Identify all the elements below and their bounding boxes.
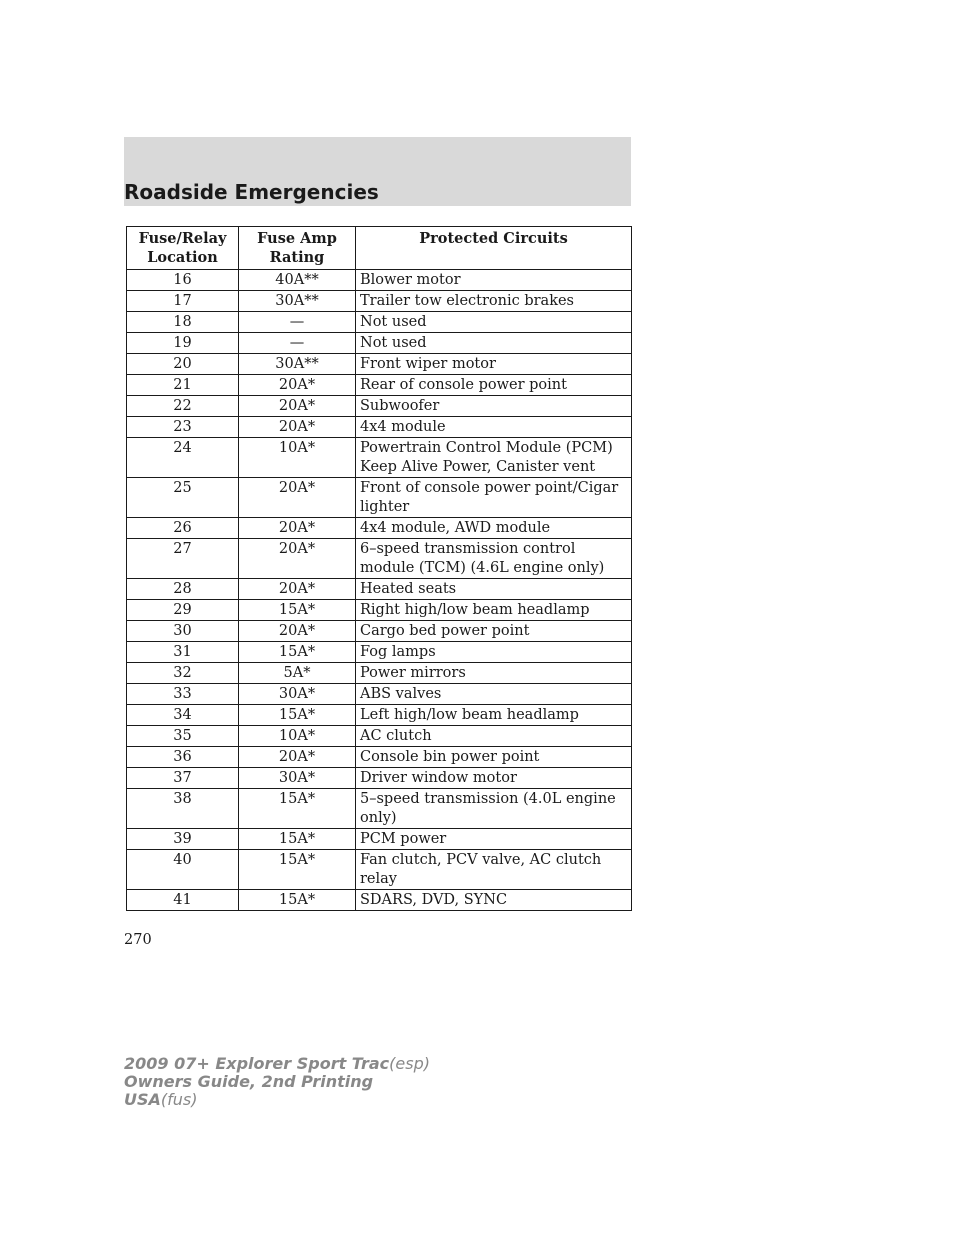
fuse-location-cell: 37 [127, 768, 239, 789]
header-circuits: Protected Circuits [356, 227, 632, 270]
fuse-location-cell: 21 [127, 375, 239, 396]
fuse-location-cell: 16 [127, 270, 239, 291]
fuse-location-cell: 29 [127, 600, 239, 621]
fuse-amp-cell: 15A* [239, 850, 356, 890]
fuse-location-cell: 36 [127, 747, 239, 768]
protected-circuits-cell: Rear of console power point [356, 375, 632, 396]
fuse-location-cell: 26 [127, 518, 239, 539]
header-amp [239, 227, 356, 270]
table-row [127, 705, 632, 726]
table-row [127, 291, 632, 312]
fuse-location-cell: 17 [127, 291, 239, 312]
fuse-amp-cell: 15A* [239, 705, 356, 726]
protected-circuits-cell: Fan clutch, PCV valve, AC clutch relay [356, 850, 632, 890]
fuse-location-cell: 32 [127, 663, 239, 684]
table-row [127, 539, 632, 579]
table-row [127, 375, 632, 396]
table-row [127, 789, 632, 829]
protected-circuits-cell: Blower motor [356, 270, 632, 291]
protected-circuits-cell: 5–speed transmission (4.0L engine only) [356, 789, 632, 829]
protected-circuits-cell: 4x4 module, AWD module [356, 518, 632, 539]
fuse-amp-cell: 15A* [239, 829, 356, 850]
table-row [127, 621, 632, 642]
fuse-amp-cell: 20A* [239, 539, 356, 579]
table-row [127, 417, 632, 438]
fuse-amp-cell: 10A* [239, 726, 356, 747]
footer-line-1 [124, 1055, 430, 1073]
table-row [127, 312, 632, 333]
fuse-location-cell: 27 [127, 539, 239, 579]
fuse-location-cell: 41 [127, 890, 239, 911]
table-header-row [127, 227, 632, 270]
fuse-location-cell: 35 [127, 726, 239, 747]
fuse-location-cell: 19 [127, 333, 239, 354]
fuse-location-cell: 34 [127, 705, 239, 726]
fuse-location-cell: 25 [127, 478, 239, 518]
fuse-location-cell: 39 [127, 829, 239, 850]
table-row [127, 829, 632, 850]
table-row [127, 726, 632, 747]
fuse-amp-cell: 15A* [239, 600, 356, 621]
document-footer [124, 1055, 430, 1109]
table-row [127, 768, 632, 789]
protected-circuits-cell: Not used [356, 333, 632, 354]
footer-model-code: (esp) [389, 1054, 430, 1073]
fuse-location-cell: 33 [127, 684, 239, 705]
protected-circuits-cell: Not used [356, 312, 632, 333]
fuse-amp-cell: 20A* [239, 478, 356, 518]
table-row [127, 354, 632, 375]
protected-circuits-cell: AC clutch [356, 726, 632, 747]
fuse-location-cell: 20 [127, 354, 239, 375]
fuse-amp-cell: 20A* [239, 518, 356, 539]
fuse-location-cell: 40 [127, 850, 239, 890]
table-row [127, 518, 632, 539]
table-row [127, 890, 632, 911]
fuse-amp-cell: 30A* [239, 768, 356, 789]
fuse-amp-cell: 20A* [239, 621, 356, 642]
footer-model: 2009 07+ Explorer Sport Trac [124, 1054, 390, 1073]
header-location-line2: Location [147, 249, 218, 266]
table-row [127, 663, 632, 684]
fuse-amp-cell: 20A* [239, 375, 356, 396]
fuse-amp-cell: 15A* [239, 890, 356, 911]
table-row [127, 270, 632, 291]
table-row [127, 600, 632, 621]
table-row [127, 747, 632, 768]
fuse-amp-cell: 10A* [239, 438, 356, 478]
table-row [127, 642, 632, 663]
fuse-location-cell: 30 [127, 621, 239, 642]
protected-circuits-cell: 4x4 module [356, 417, 632, 438]
protected-circuits-cell: Trailer tow electronic brakes [356, 291, 632, 312]
protected-circuits-cell: Fog lamps [356, 642, 632, 663]
fuse-amp-cell: — [239, 333, 356, 354]
section-title: Roadside Emergencies [124, 180, 379, 204]
protected-circuits-cell: Front of console power point/Cigar lighter [356, 478, 632, 518]
protected-circuits-cell: Cargo bed power point [356, 621, 632, 642]
fuse-location-cell: 18 [127, 312, 239, 333]
table-row [127, 333, 632, 354]
table-row [127, 438, 632, 478]
fuse-table [126, 226, 632, 911]
fuse-amp-cell: 40A** [239, 270, 356, 291]
header-amp-line2: Rating [269, 249, 325, 266]
footer-line-2: Owners Guide, 2nd Printing [124, 1072, 374, 1091]
fuse-amp-cell: 30A** [239, 354, 356, 375]
page-number: 270 [124, 932, 152, 948]
header-location [127, 227, 239, 270]
footer-market: USA [124, 1090, 161, 1109]
fuse-amp-cell: 30A** [239, 291, 356, 312]
protected-circuits-cell: Power mirrors [356, 663, 632, 684]
fuse-amp-cell: 20A* [239, 579, 356, 600]
fuse-amp-cell: 15A* [239, 642, 356, 663]
fuse-amp-cell: 20A* [239, 417, 356, 438]
protected-circuits-cell: Driver window motor [356, 768, 632, 789]
header-location-line1: Fuse/Relay [138, 230, 227, 247]
footer-line-3 [124, 1091, 430, 1109]
fuse-location-cell: 31 [127, 642, 239, 663]
protected-circuits-cell: ABS valves [356, 684, 632, 705]
fuse-location-cell: 22 [127, 396, 239, 417]
fuse-amp-cell: 5A* [239, 663, 356, 684]
fuse-location-cell: 23 [127, 417, 239, 438]
protected-circuits-cell: Subwoofer [356, 396, 632, 417]
protected-circuits-cell: Right high/low beam headlamp [356, 600, 632, 621]
protected-circuits-cell: PCM power [356, 829, 632, 850]
fuse-amp-cell: — [239, 312, 356, 333]
fuse-amp-cell: 20A* [239, 747, 356, 768]
fuse-location-cell: 28 [127, 579, 239, 600]
fuse-amp-cell: 15A* [239, 789, 356, 829]
protected-circuits-cell: Left high/low beam headlamp [356, 705, 632, 726]
fuse-amp-cell: 20A* [239, 396, 356, 417]
table-row [127, 396, 632, 417]
fuse-location-cell: 24 [127, 438, 239, 478]
protected-circuits-cell: Console bin power point [356, 747, 632, 768]
table-row [127, 478, 632, 518]
protected-circuits-cell: Front wiper motor [356, 354, 632, 375]
table-row [127, 579, 632, 600]
table-row [127, 684, 632, 705]
fuse-location-cell: 38 [127, 789, 239, 829]
protected-circuits-cell: 6–speed transmission control module (TCM) (4.6L engine only) [356, 539, 632, 579]
fuse-amp-cell: 30A* [239, 684, 356, 705]
fuse-table-body [127, 270, 632, 911]
protected-circuits-cell: SDARS, DVD, SYNC [356, 890, 632, 911]
header-amp-line1: Fuse Amp [257, 230, 337, 247]
protected-circuits-cell: Heated seats [356, 579, 632, 600]
footer-market-code: (fus) [160, 1090, 198, 1109]
protected-circuits-cell: Powertrain Control Module (PCM) Keep Alive Power, Canister vent [356, 438, 632, 478]
table-row [127, 850, 632, 890]
